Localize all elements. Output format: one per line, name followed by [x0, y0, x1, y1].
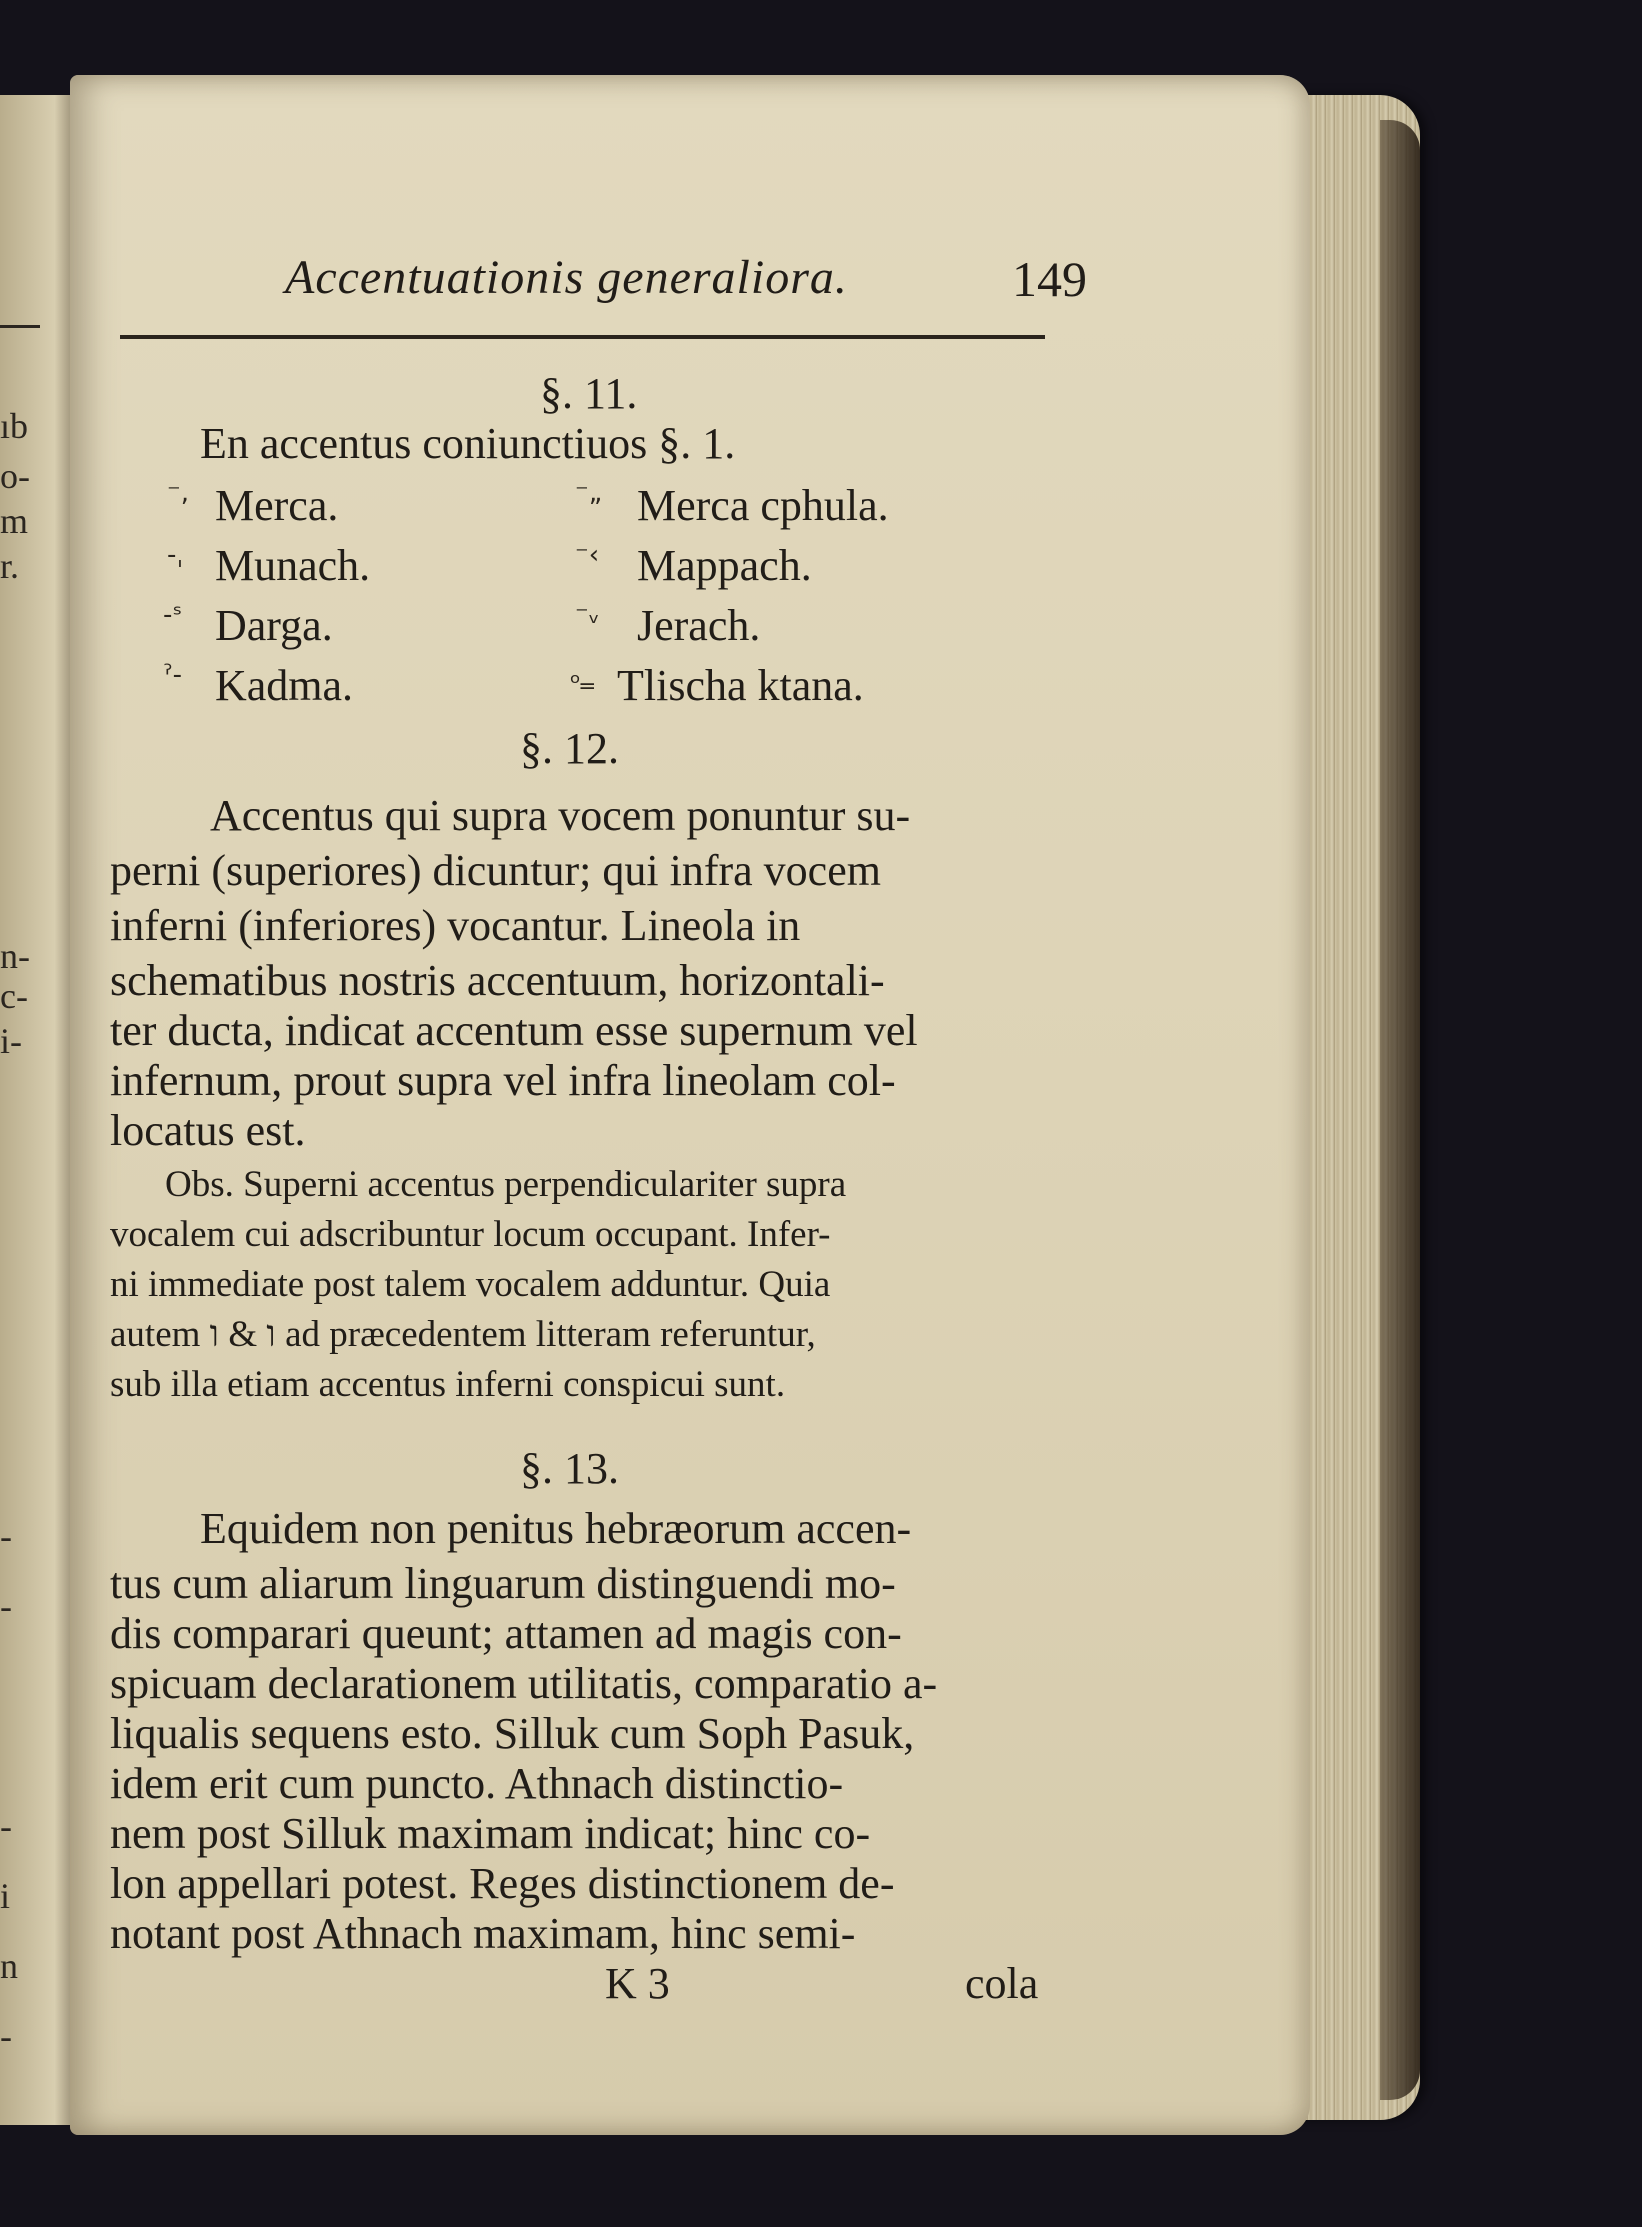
paragraph-line: inferni (inferiores) vocantur. Lineola in: [110, 901, 801, 950]
paragraph-line: Equidem non penitus hebræorum accen-: [200, 1504, 912, 1553]
header-rule: [120, 335, 1045, 339]
obs-line: autem ו & ו ad præcedentem litteram referuntur,: [110, 1314, 816, 1355]
facing-page-rule: [0, 325, 40, 328]
accent-name: Merca.: [215, 481, 339, 530]
facing-page-text: -: [0, 1806, 12, 1846]
catchword: cola: [965, 1959, 1039, 2008]
signature-mark: K 3: [605, 1959, 670, 2008]
facing-page-text: r.: [0, 546, 20, 586]
accent-mark: ˀ-: [163, 660, 182, 690]
paragraph-line: nem post Silluk maximam indicat; hinc co-: [110, 1809, 871, 1858]
paragraph-line: dis comparari queunt; attamen ad magis con-: [110, 1609, 902, 1658]
section-heading: §. 13.: [520, 1444, 619, 1493]
paragraph-line: ter ducta, indicat accentum esse supernum vel: [110, 1006, 918, 1055]
facing-page-text: -: [0, 2016, 12, 2056]
facing-page-text: o-: [0, 456, 30, 496]
book-edge-shadow: [1380, 120, 1420, 2100]
paragraph-line: idem erit cum puncto. Athnach distinctio-: [110, 1759, 844, 1808]
facing-page-text: c-: [0, 976, 28, 1016]
facing-page-text: n: [0, 1946, 18, 1986]
facing-page-text: -: [0, 1586, 12, 1626]
accent-name: Munach.: [215, 541, 371, 590]
paragraph-line: spicuam declarationem utilitatis, comparatio a-: [110, 1659, 938, 1708]
obs-line: sub illa etiam accentus inferni conspicui sunt.: [110, 1364, 786, 1405]
paragraph-line: liqualis sequens esto. Silluk cum Soph Pasuk,: [110, 1709, 915, 1758]
obs-line: vocalem cui adscribuntur locum occupant. Infer-: [110, 1214, 831, 1255]
facing-page-fragment: [0, 95, 78, 2125]
accent-name: Mappach.: [637, 541, 812, 590]
section-intro: En accentus coniunctiuos §. 1.: [200, 419, 736, 468]
page-number: 149: [1012, 251, 1087, 307]
paragraph-line: perni (superiores) dicuntur; qui infra vocem: [110, 846, 881, 895]
obs-line: ni immediate post talem vocalem adduntur. Quia: [110, 1264, 831, 1305]
paragraph-line: infernum, prout supra vel infra lineolam col-: [110, 1056, 896, 1105]
paragraph-line: lon appellari potest. Reges distinctionem de-: [110, 1859, 895, 1908]
paragraph-line: Accentus qui supra vocem ponuntur su-: [210, 791, 911, 840]
facing-page-text: -: [0, 1516, 12, 1556]
running-head: Accentuationis generaliora.: [285, 251, 848, 304]
accent-name: Merca cphula.: [637, 481, 889, 530]
facing-page-text: i: [0, 1876, 11, 1916]
accent-mark: ⁻‹: [575, 540, 600, 570]
paragraph-line: notant post Athnach maximam, hinc semi-: [110, 1909, 856, 1958]
accent-mark: ⁻,: [167, 478, 189, 508]
section-heading: §. 11.: [540, 369, 638, 418]
facing-page-text: n-: [0, 936, 30, 976]
accent-name: Kadma.: [215, 661, 354, 710]
accent-name: Tlischa ktana.: [617, 661, 864, 710]
accent-name: Darga.: [215, 601, 333, 650]
accent-mark: ₒ‗: [570, 660, 594, 690]
accent-mark: -ˌ: [167, 540, 184, 570]
paragraph-line: locatus est.: [110, 1106, 306, 1155]
paragraph-line: tus cum aliarum linguarum distinguendi mo-: [110, 1559, 896, 1608]
accent-mark: ⁻ᵥ: [575, 600, 600, 630]
paragraph-line: schematibus nostris accentuum, horizontali-: [110, 956, 885, 1005]
facing-page-text: ıb: [0, 406, 29, 446]
section-heading: §. 12.: [520, 724, 619, 773]
accent-mark: ⁻„: [575, 478, 603, 508]
obs-line: Obs. Superni accentus perpendiculariter supra: [165, 1164, 847, 1205]
accent-name: Jerach.: [637, 601, 761, 650]
accent-mark: -ˢ: [163, 600, 183, 630]
facing-page-text: m: [0, 501, 29, 541]
facing-page-text: i-: [0, 1021, 22, 1061]
